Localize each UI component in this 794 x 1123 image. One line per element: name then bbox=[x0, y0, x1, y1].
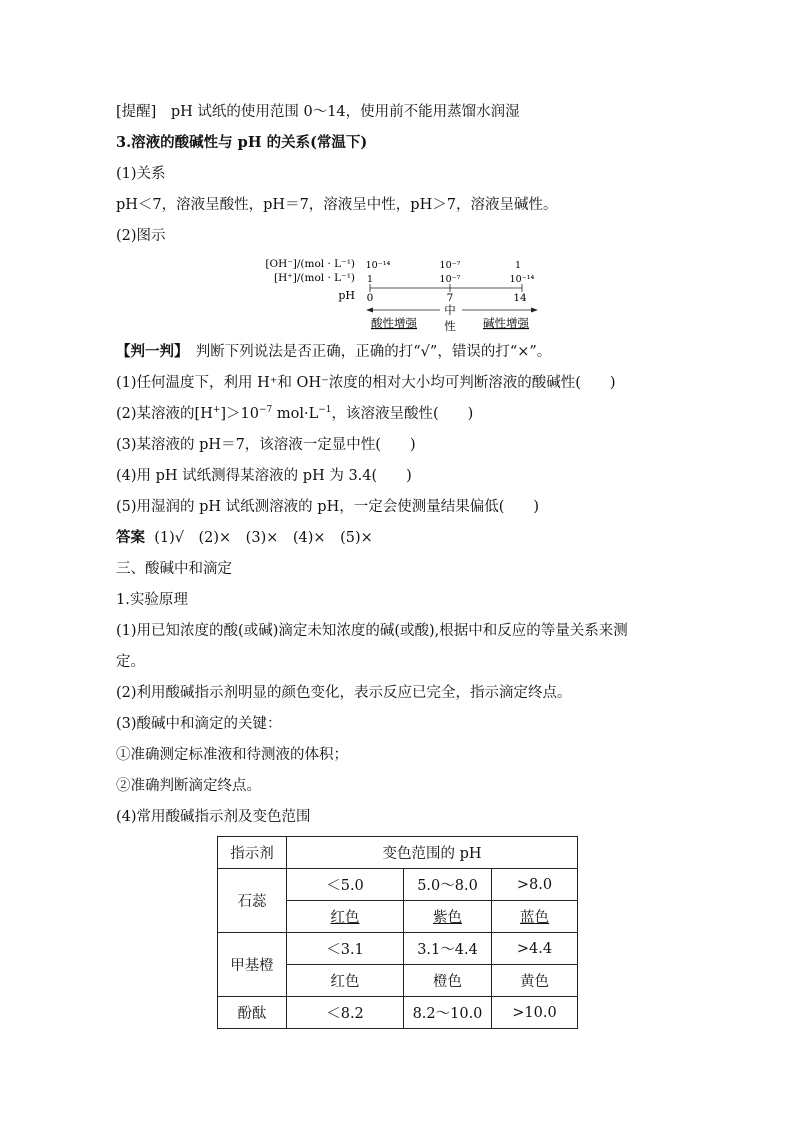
base-label: 碱性增强 bbox=[483, 316, 529, 330]
section-three-title: 三、酸碱中和滴定 bbox=[116, 561, 232, 577]
question-4: (4)用 pH 试纸测得某溶液的 pH 为 3.4( ) bbox=[116, 468, 412, 484]
pp-range-2: 8.2～10.0 bbox=[404, 997, 492, 1029]
litmus-color-3: 蓝色 bbox=[520, 910, 549, 926]
mo-color-1: 红色 bbox=[287, 965, 404, 997]
methyl-orange-name: 甲基橙 bbox=[218, 933, 287, 997]
principle-2: (2)利用酸碱指示剂明显的颜色变化，表示反应已完全，指示滴定终点。 bbox=[116, 685, 572, 701]
question-5: (5)用湿润的 pH 试纸测溶液的 pH，一定会使测量结果偏低( ) bbox=[116, 499, 540, 515]
answer-label: 答案 bbox=[116, 529, 145, 546]
header-indicator: 指示剂 bbox=[218, 837, 287, 869]
table-row bbox=[218, 933, 578, 965]
neutral-top: 中 bbox=[444, 303, 456, 317]
acid-arrow-head bbox=[366, 308, 373, 313]
ph-axis-label: pH bbox=[338, 289, 355, 302]
h-value-2: 10⁻¹⁴ bbox=[509, 274, 535, 285]
mo-range-1: ＜3.1 bbox=[287, 933, 404, 965]
h-axis-label: [H⁺]/(mol · L⁻¹) bbox=[274, 272, 355, 284]
h-value-1: 10⁻⁷ bbox=[439, 274, 461, 285]
relation-text: pH＜7，溶液呈酸性，pH＝7，溶液呈中性，pH＞7，溶液呈碱性。 bbox=[116, 197, 558, 213]
tip-text: pH 试纸的使用范围 0～14，使用前不能用蒸馏水润湿 bbox=[170, 104, 520, 120]
mo-range-2: 3.1～4.4 bbox=[404, 933, 492, 965]
question-3: (3)某溶液的 pH＝7，该溶液一定显中性( ) bbox=[116, 437, 416, 453]
answer-line bbox=[116, 528, 373, 548]
ph-value-7: 7 bbox=[446, 292, 454, 304]
question-2: (2)某溶液的$[H^+]>10^{-7}$ $mol\cdot L^{-1}$，该溶液呈酸性( ) bbox=[116, 405, 474, 422]
oh-value-1: 10⁻⁷ bbox=[439, 260, 461, 271]
ph-value-14: 14 bbox=[513, 292, 527, 304]
oh-value-2: 1 bbox=[514, 260, 522, 271]
principle-3: (3)酸碱中和滴定的关键： bbox=[116, 716, 282, 732]
litmus-name: 石蕊 bbox=[218, 869, 287, 933]
principle-3-item-1: ①准确测定标准液和待测液的体积； bbox=[116, 747, 348, 763]
h-value-0: 1 bbox=[366, 274, 374, 285]
principle-1a: (1)用已知浓度的酸(或碱)滴定未知浓度的碱(或酸),根据中和反应的等量关系来测 bbox=[116, 623, 628, 639]
base-arrow-head bbox=[531, 308, 538, 313]
sub-1-relation: (1)关系 bbox=[116, 166, 166, 182]
tip-label: [提醒] bbox=[116, 104, 157, 120]
litmus-range-3: >8.0 bbox=[492, 869, 578, 901]
mo-color-3: 黄色 bbox=[492, 965, 578, 997]
ph-diagram bbox=[250, 255, 550, 335]
tip-line bbox=[116, 102, 520, 122]
phenolphthalein-name: 酚酞 bbox=[218, 997, 287, 1029]
litmus-range-1: ＜5.0 bbox=[287, 869, 404, 901]
litmus-color-2: 紫色 bbox=[433, 910, 462, 926]
oh-axis-label: [OH⁻]/(mol · L⁻¹) bbox=[265, 258, 355, 270]
pp-range-3: >10.0 bbox=[492, 997, 578, 1029]
principle-1b: 定。 bbox=[116, 654, 145, 670]
principle-4: (4)常用酸碱指示剂及变色范围 bbox=[116, 809, 311, 825]
principle-3-item-2: ②准确判断滴定终点。 bbox=[116, 778, 261, 794]
sub-2-diagram: (2)图示 bbox=[116, 228, 166, 244]
judge-text: 判断下列说法是否正确，正确的打“√”，错误的打“×”。 bbox=[195, 344, 552, 360]
judge-label: 【判一判】 bbox=[116, 343, 182, 360]
section-3-title: 3.溶液的酸碱性与 pH 的关系(常温下) bbox=[116, 134, 368, 151]
mo-color-2: 橙色 bbox=[404, 965, 492, 997]
question-1: (1)任何温度下，利用 H⁺和 OH⁻浓度的相对大小均可判断溶液的酸碱性( ) bbox=[116, 375, 616, 391]
oh-value-0: 10⁻¹⁴ bbox=[365, 260, 391, 271]
litmus-range-2: 5.0～8.0 bbox=[404, 869, 492, 901]
indicator-table bbox=[217, 836, 578, 1029]
table-row bbox=[218, 869, 578, 901]
neutral-bottom: 性 bbox=[444, 319, 456, 333]
mo-range-3: >4.4 bbox=[492, 933, 578, 965]
pp-range-1: ＜8.2 bbox=[287, 997, 404, 1029]
ph-value-0: 0 bbox=[366, 292, 374, 304]
table-row bbox=[218, 997, 578, 1029]
answer-text: (1)√ (2)× (3)× (4)× (5)× bbox=[154, 530, 373, 546]
table-header-row bbox=[218, 837, 578, 869]
judge-line bbox=[116, 342, 551, 362]
litmus-color-1: 红色 bbox=[330, 910, 360, 926]
header-range: 变色范围的 pH bbox=[287, 837, 578, 869]
experiment-principle-title: 1.实验原理 bbox=[116, 592, 188, 608]
acid-label: 酸性增强 bbox=[371, 316, 417, 330]
